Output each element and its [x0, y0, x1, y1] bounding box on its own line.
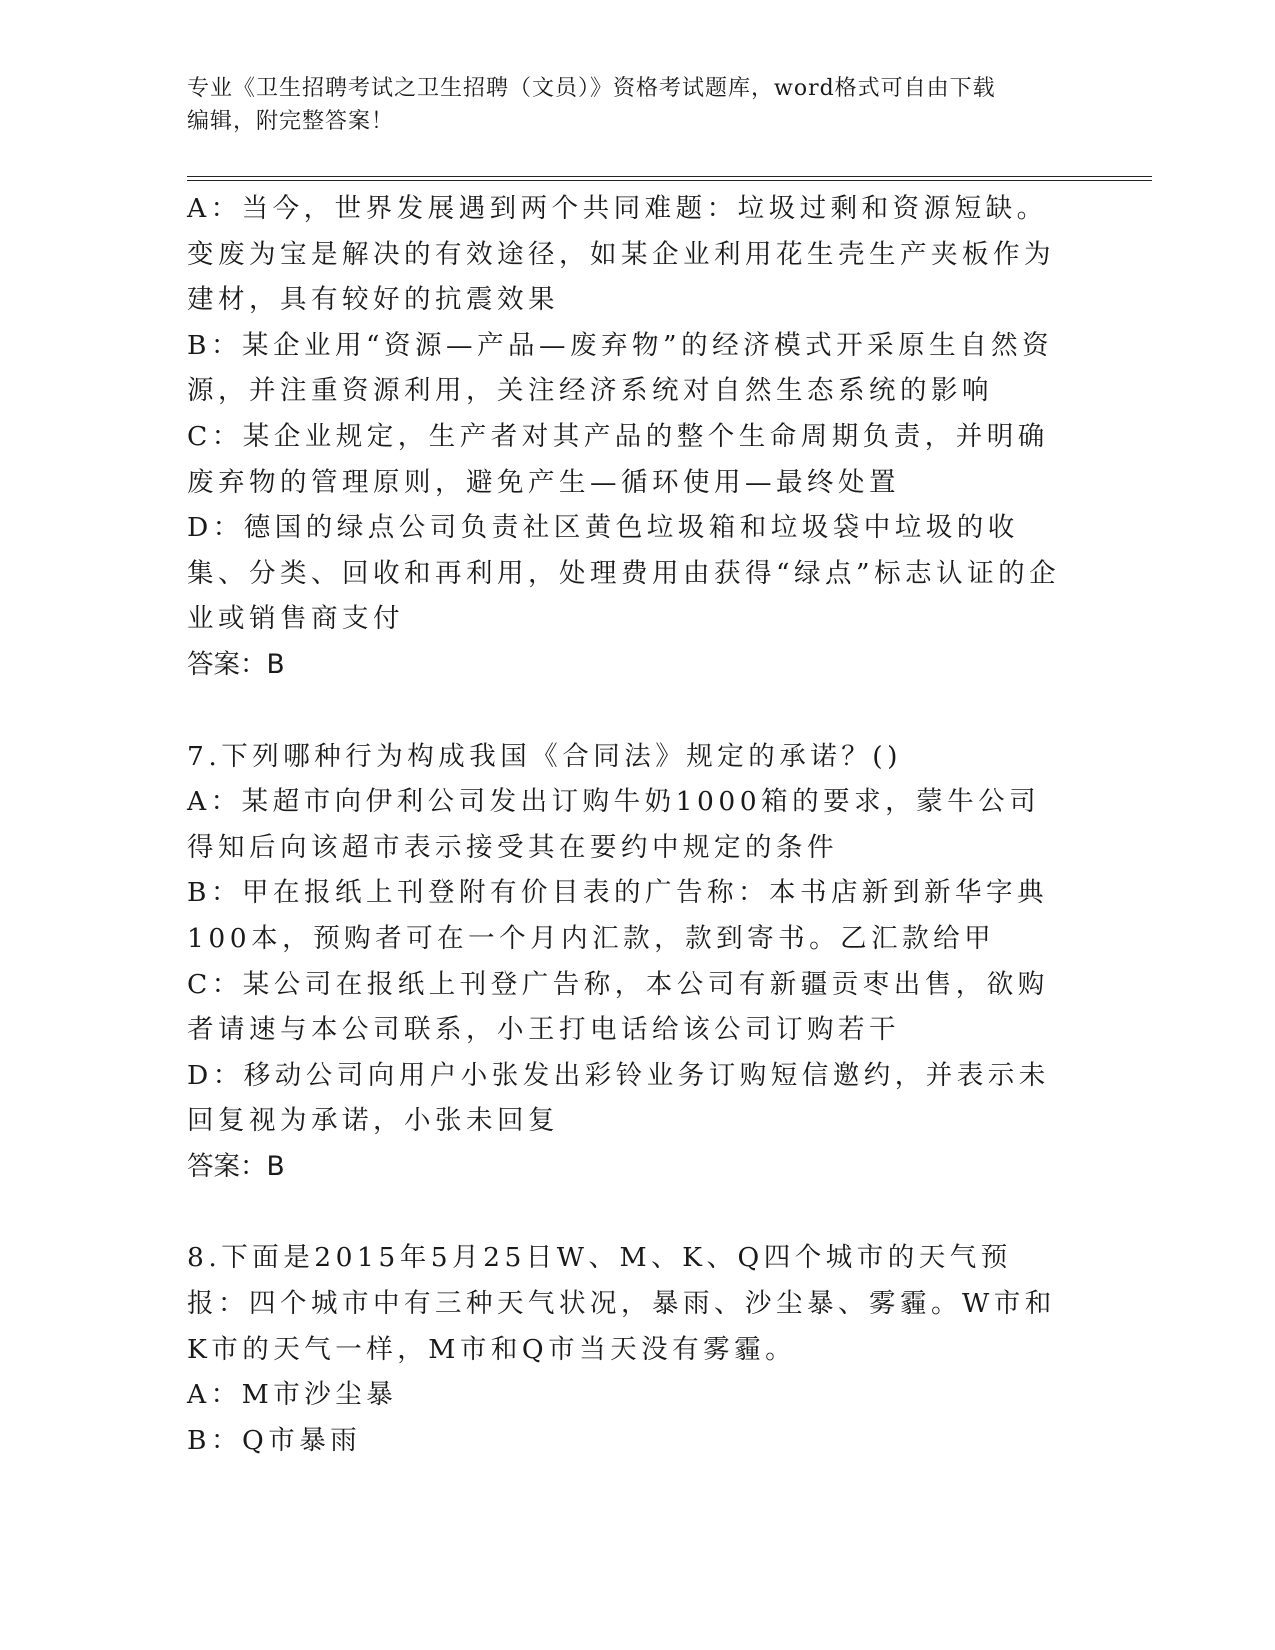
q6-option-d: D：德国的绿点公司负责社区黄色垃圾箱和垃圾袋中垃圾的收集、分类、回收和再利用，处理费用由获得“绿点”标志认证的企业或销售商支付: [187, 512, 1061, 635]
header-line-2: 编辑，附完整答案！: [187, 109, 395, 134]
q8-option-b: B：Q市暴雨: [187, 1424, 362, 1456]
q6-option-c: C：某企业规定，生产者对其产品的整个生命周期负责，并明确废弃物的管理原则，避免产生—循环使用—最终处置: [187, 420, 1049, 498]
q7-option-c: C：某公司在报纸上刊登广告称，本公司有新疆贡枣出售，欲购者请速与本公司联系，小王打电话给该公司订购若干: [187, 968, 1049, 1046]
spacer: [187, 688, 1067, 734]
document-header: [187, 72, 1067, 138]
q8-option-a: A：M市沙尘暴: [187, 1379, 398, 1411]
header-line-1: 专业《卫生招聘考试之卫生招聘（文员）》资格考试题库，word格式可自由下载: [187, 76, 996, 101]
q6-option-b: B：某企业用“资源—产品—废弃物”的经济模式开采原生自然资源，并注重资源利用，关注经济系统对自然生态系统的影响: [187, 329, 1054, 407]
q8-stem: 8.下面是2015年5月25日W、M、K、Q四个城市的天气预报：四个城市中有三种天气状况，暴雨、沙尘暴、雾霾。W市和K市的天气一样，M市和Q市当天没有雾霾。: [187, 1242, 1056, 1365]
q7-answer: 答案：B: [187, 1150, 285, 1182]
q6-answer: 答案：B: [187, 648, 285, 680]
spacer: [187, 1189, 1067, 1235]
q7-option-d: D：移动公司向用户小张发出彩铃业务订购短信邀约，并表示未回复视为承诺，小张未回复: [187, 1059, 1050, 1137]
header-divider: [187, 176, 1152, 181]
document-body: [187, 186, 1067, 1463]
question-6: [187, 186, 1067, 688]
q6-option-a: A：当今，世界发展遇到两个共同难题：垃圾过剩和资源短缺。变废为宝是解决的有效途径，如某企业利用花生壳生产夹板作为建材，具有较好的抗震效果: [187, 193, 1055, 316]
q7-option-b: B：甲在报纸上刊登附有价目表的广告称：本书店新到新华字典100本，预购者可在一个月内汇款，款到寄书。乙汇款给甲: [187, 877, 1048, 954]
question-8: [187, 1235, 1067, 1463]
q7-option-a: A：某超市向伊利公司发出订购牛奶1000箱的要求，蒙牛公司得知后向该超市表示接受其在要约中规定的条件: [187, 786, 1041, 863]
question-7: [187, 734, 1067, 1190]
q7-stem: 7.下列哪种行为构成我国《合同法》规定的承诺？(): [187, 740, 902, 772]
